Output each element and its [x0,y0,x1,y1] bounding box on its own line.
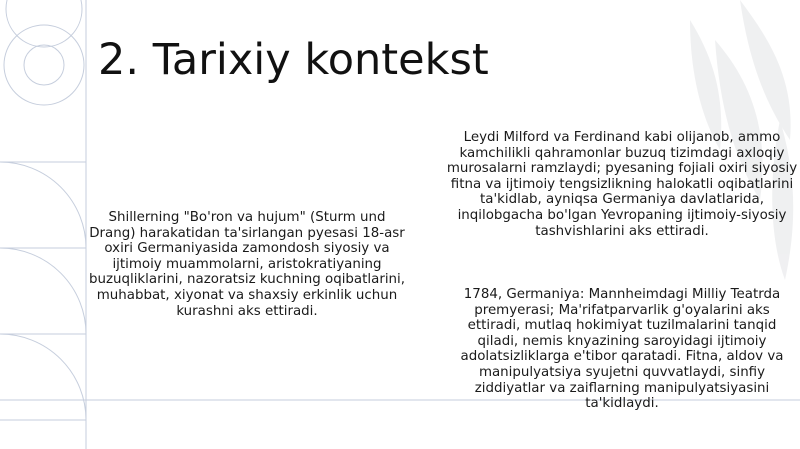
left-paragraph: Shillerning "Bo'ron va hujum" (Sturm und Drang) harakatidan ta'sirlangan pyesasi 18-asr oxiri Germaniyasida zamondosh siyosiy va ijtimoiy muammolarni, aristokratiyaning buzuqliklarini, nazoratsiz kuchning oqibatlarini, muhabbat, xiyonat va shaxsiy erkinlik uchun kurashni aks ettiradi. [88,210,406,319]
right-paragraph-2: 1784, Germaniya: Mannheimdagi Milliy Teatrda premyerasi; Ma'rifatparvarlik g'oyalarini aks ettiradi, mutlaq hokimiyat tuzilmalarini tanqid qiladi, nemis knyazining saroyidagi ijtimoiy adolatsizliklarga e'tibor qaratadi. Fitna, aldov va manipulyatsiya syujetni quvvatlaydi, sinfiy ziddiyatlar va zaiflarning manipulyatsiyasini ta'kidlaydi. [460,287,784,412]
slide-title: 2. Tarixiy kontekst [98,34,489,85]
right-paragraph-1: Leydi Milford va Ferdinand kabi olijanob, ammo kamchilikli qahramonlar buzuq tizimdagi axloqiy murosalarni ramzlaydi; pyesaning fojiali oxiri siyosiy fitna va ijtimoiy tengsizlikning halokatli oqibatlarini ta'kidlab, ayniqsa Germaniya davlatlarida, inqilobgacha bo'lgan Yevropaning ijtimoiy-siyosiy tashvishlarini aks ettiradi. [446,130,798,239]
